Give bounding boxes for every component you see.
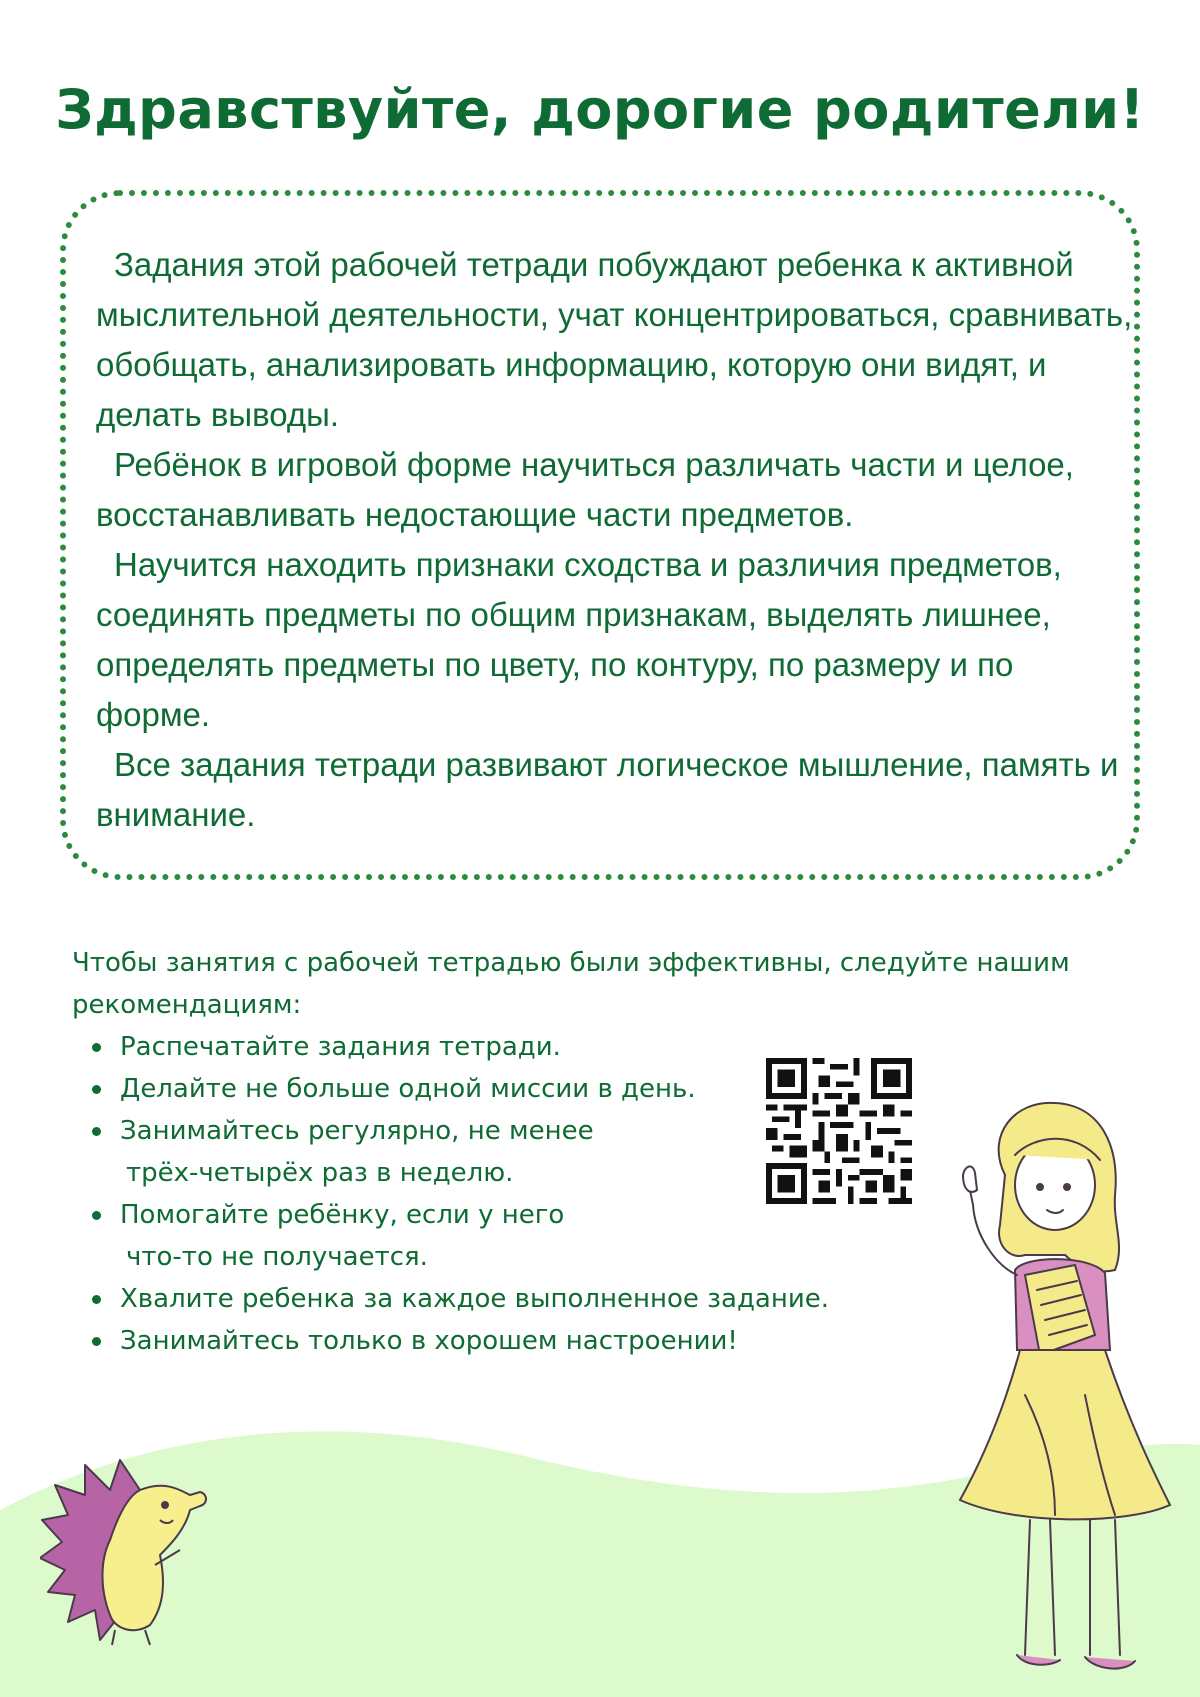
list-item: Распечатайте задания тетради. [120,1026,1122,1068]
intro-text [96,240,1136,840]
recommendations-intro: Чтобы занятия с рабочей тетрадью были эффективны, следуйте нашим рекомендациям: [72,948,1070,1020]
list-item: Хвалите ребенка за каждое выполненное задание. [120,1278,1122,1320]
girl-illustration [955,1095,1185,1695]
bullet-icon [92,1127,101,1136]
list-item: Занимайтесь только в хорошем настроении! [120,1320,1122,1362]
bullet-icon [92,1085,101,1094]
list-item: Занимайтесь регулярно, не менее трёх-четырёх раз в неделю. [120,1110,1122,1194]
bullet-icon [92,1295,101,1304]
bullet-icon [92,1337,101,1346]
list-item: Делайте не больше одной миссии в день. [120,1068,1122,1110]
list-item: Помогайте ребёнку, если у него что-то не получается. [120,1194,1122,1278]
intro-paragraph: Научится находить признаки сходства и различия предметов, соединять предметы по общим признакам, выделять лишнее, определять предметы по цвету, по контуру, по размеру и по форме. [96,546,1062,733]
bullet-icon [92,1211,101,1220]
bullet-icon [92,1043,101,1052]
page-title: Здравствуйте, дорогие родители! [55,78,1145,141]
qr-code-icon [766,1058,912,1204]
hedgehog-illustration [40,1450,210,1650]
intro-paragraph: Все задания тетради развивают логическое мышление, память и внимание. [96,746,1119,833]
intro-paragraph: Задания этой рабочей тетради побуждают ребенка к активной мыслительной деятельности, учат концентрироваться, сравнивать, обобщать, анализировать информацию, которую они видят, и делать выводы. [96,246,1133,433]
intro-paragraph: Ребёнок в игровой форме научиться различать части и целое, восстанавливать недостающие части предметов. [96,446,1074,533]
